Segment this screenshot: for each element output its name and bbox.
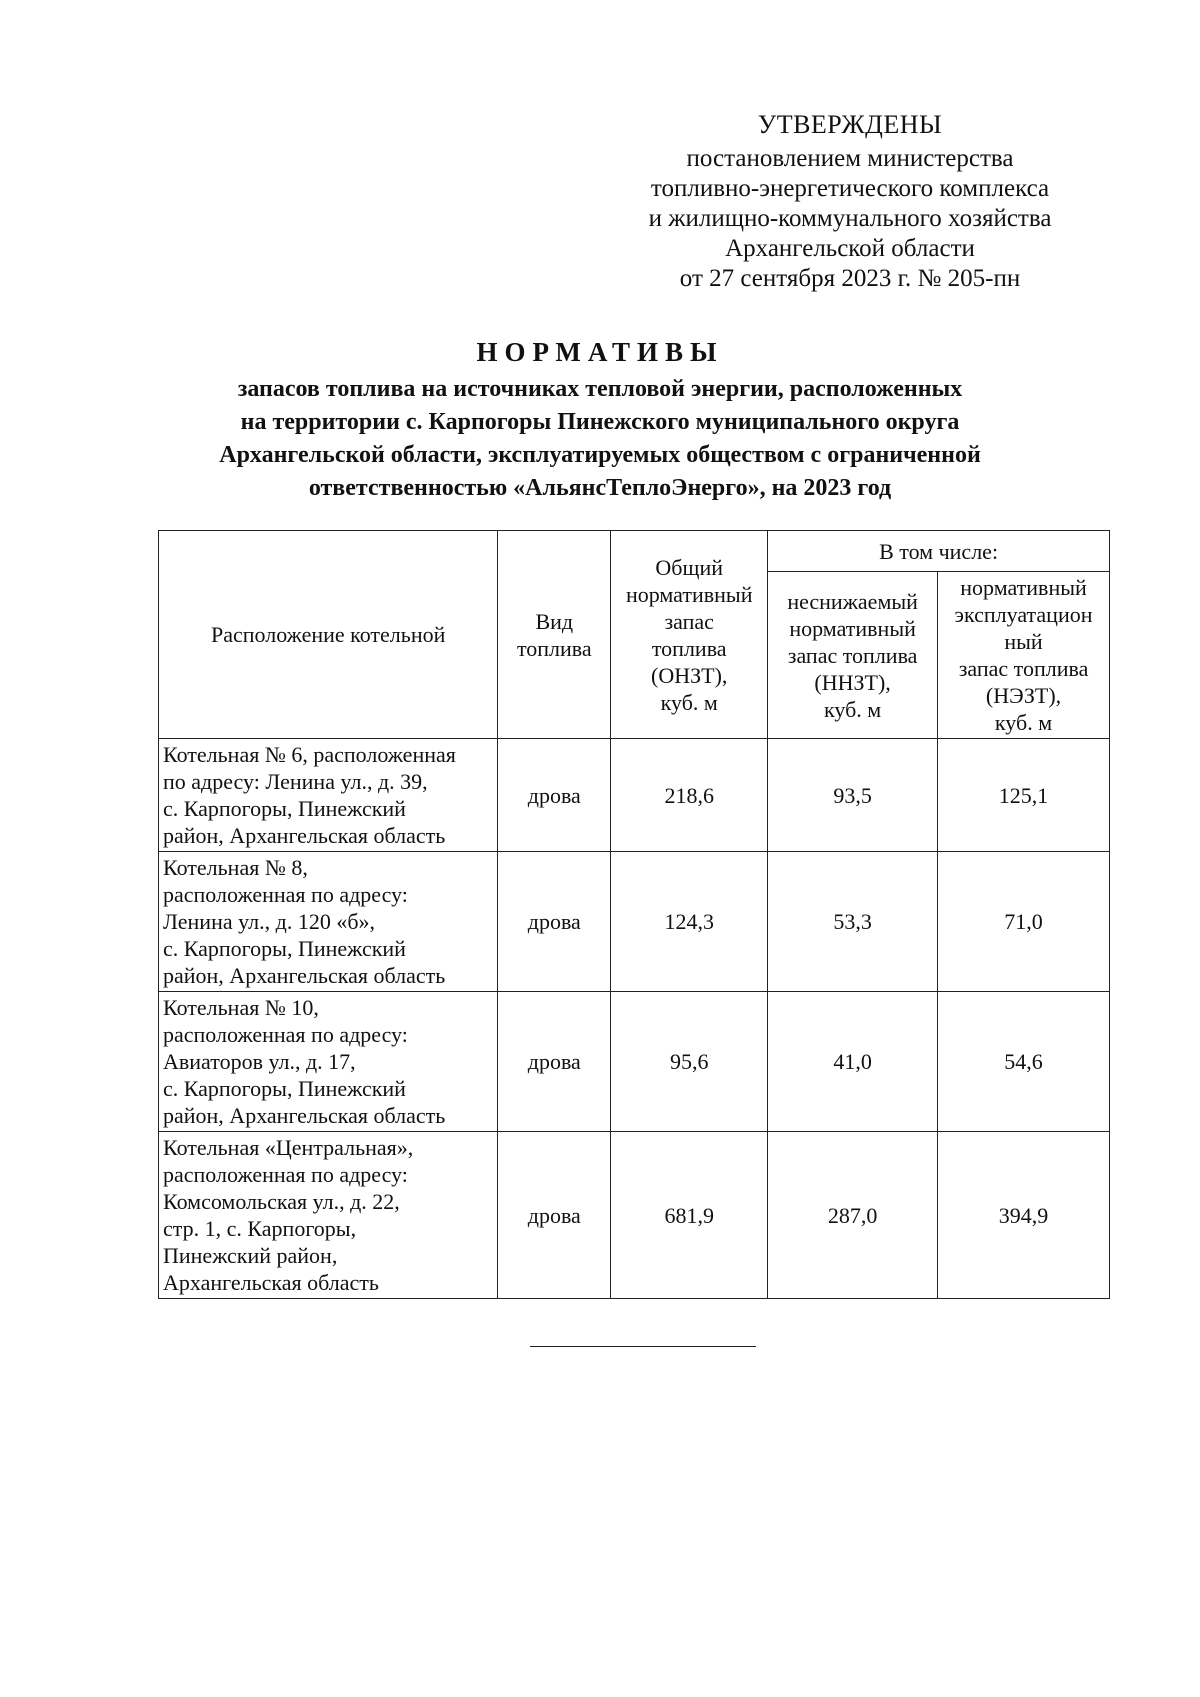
table-row: [159, 1132, 1110, 1299]
row-location: [159, 852, 498, 992]
row-fuel: дрова: [498, 992, 611, 1132]
location-line: Авиаторов ул., д. 17,: [163, 1049, 356, 1074]
location-line: Котельная № 10,: [163, 995, 319, 1020]
norms-table: [158, 530, 1110, 1299]
header-line: запас: [664, 608, 714, 634]
approval-line: постановлением министерства: [686, 145, 1014, 172]
row-location: [159, 992, 498, 1132]
document-subtitle: [150, 373, 1050, 505]
header-nnzt: [768, 572, 938, 739]
row-fuel: дрова: [498, 852, 611, 992]
header-including: В том числе:: [768, 531, 1110, 572]
location-line: Котельная «Центральная»,: [163, 1135, 414, 1160]
approval-line: топливно-энергетического комплекса: [650, 175, 1050, 202]
header-row: [159, 531, 1110, 572]
location-line: район, Архангельская область: [163, 823, 446, 848]
header-line: неснижаемый: [787, 588, 918, 614]
document-title: НОРМАТИВЫ: [476, 337, 724, 367]
row-total: 681,9: [611, 1132, 768, 1299]
location-line: расположенная по адресу:: [163, 882, 408, 907]
location-line: Котельная № 8,: [163, 855, 308, 880]
closing-divider: [530, 1346, 756, 1347]
subtitle-line: ответственностью «АльянсТеплоЭнерго», на 2023 год: [308, 475, 892, 501]
header-line: (ННЗТ),: [814, 669, 891, 695]
header-line: (ОНЗТ),: [651, 662, 728, 688]
table-row: [159, 852, 1110, 992]
row-total: 218,6: [611, 739, 768, 852]
row-fuel: дрова: [498, 739, 611, 852]
row-nezt: 394,9: [938, 1132, 1110, 1299]
title-block: [150, 335, 1050, 505]
header-line: ный: [1004, 629, 1043, 654]
row-location: [159, 739, 498, 852]
location-line: с. Карпогоры, Пинежский: [163, 796, 406, 821]
header-line: эксплуатацион: [954, 602, 1093, 627]
header-line: (НЭЗТ),: [985, 683, 1062, 708]
location-line: Архангельская область: [163, 1270, 379, 1295]
row-fuel: дрова: [498, 1132, 611, 1299]
row-nnzt: 53,3: [768, 852, 938, 992]
row-nezt: 71,0: [938, 852, 1110, 992]
row-total: 95,6: [611, 992, 768, 1132]
row-nnzt: 287,0: [768, 1132, 938, 1299]
row-nezt: 54,6: [938, 992, 1110, 1132]
row-nezt: 125,1: [938, 739, 1110, 852]
header-total: [611, 531, 768, 739]
header-location: Расположение котельной: [159, 531, 498, 739]
location-line: Пинежский район,: [163, 1243, 338, 1268]
header-line: нормативный: [789, 615, 916, 641]
location-line: с. Карпогоры, Пинежский: [163, 936, 406, 961]
row-nnzt: 93,5: [768, 739, 938, 852]
header-line: запас топлива: [787, 642, 918, 668]
approval-line: и жилищно-коммунального хозяйства: [648, 205, 1052, 232]
location-line: район, Архангельская область: [163, 963, 446, 988]
location-line: расположенная по адресу:: [163, 1022, 408, 1047]
row-location: [159, 1132, 498, 1299]
header-nezt: [938, 572, 1110, 739]
header-line: запас топлива: [958, 656, 1089, 681]
row-nnzt: 41,0: [768, 992, 938, 1132]
header-line: нормативный: [960, 575, 1087, 600]
header-line: Общий: [655, 554, 723, 580]
location-line: Котельная № 6, расположенная: [163, 742, 456, 767]
approval-block: [600, 110, 1100, 294]
header-line: куб. м: [994, 710, 1053, 735]
header-line: куб. м: [660, 689, 718, 715]
approval-line: Архангельской области: [725, 235, 975, 262]
location-line: район, Архангельская область: [163, 1103, 446, 1128]
location-line: Ленина ул., д. 120 «б»,: [163, 909, 376, 934]
approval-line: от 27 сентября 2023 г. № 205-пн: [679, 265, 1021, 292]
header-line: Вид: [535, 608, 574, 634]
header-fuel-type: [498, 531, 611, 739]
table-row: [159, 992, 1110, 1132]
subtitle-line: на территории с. Карпогоры Пинежского муниципального округа: [240, 409, 960, 435]
header-line: куб. м: [824, 696, 882, 722]
table-row: [159, 739, 1110, 852]
location-line: стр. 1, с. Карпогоры,: [163, 1216, 357, 1241]
location-line: Комсомольская ул., д. 22,: [163, 1189, 400, 1214]
subtitle-line: запасов топлива на источниках тепловой энергии, расположенных: [237, 376, 963, 402]
header-line: топлива: [651, 635, 727, 661]
header-line: топлива: [516, 635, 592, 661]
location-line: расположенная по адресу:: [163, 1162, 408, 1187]
location-line: с. Карпогоры, Пинежский: [163, 1076, 406, 1101]
approval-heading: УТВЕРЖДЕНЫ: [757, 110, 943, 139]
subtitle-line: Архангельской области, эксплуатируемых обществом с ограниченной: [219, 442, 981, 468]
header-line: нормативный: [625, 581, 753, 607]
location-line: по адресу: Ленина ул., д. 39,: [163, 769, 428, 794]
row-total: 124,3: [611, 852, 768, 992]
